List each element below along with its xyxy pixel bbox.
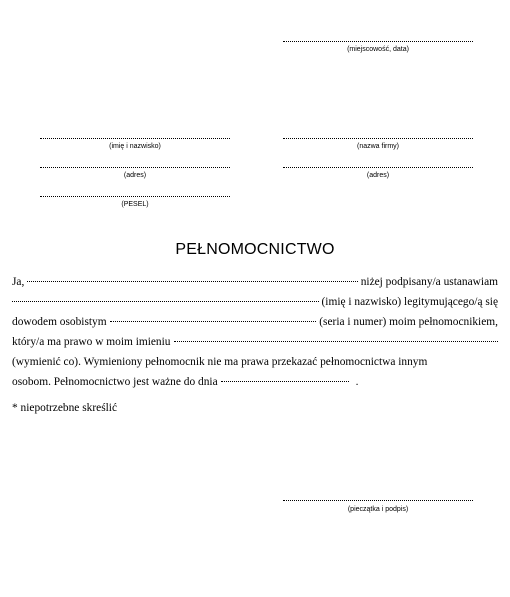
person-address-caption: (adres) bbox=[123, 172, 147, 179]
id-number-blank bbox=[110, 321, 317, 322]
body-text: (imię i nazwisko) legitymującego/ą się bbox=[321, 296, 498, 308]
company-address-line bbox=[283, 167, 473, 168]
grantor-name-blank bbox=[27, 281, 357, 282]
body-text: osobom. Pełnomocnictwo jest ważne do dnia bbox=[12, 376, 218, 388]
company-name-caption: (nazwa firmy) bbox=[356, 143, 399, 150]
body-line-4 bbox=[12, 332, 498, 352]
body-text: niżej podpisany/a ustanawiam bbox=[360, 276, 498, 288]
person-name-caption: (imię i nazwisko) bbox=[109, 143, 161, 150]
signature-caption: (pieczątka i podpis) bbox=[347, 506, 409, 513]
body-text: . bbox=[355, 376, 359, 388]
body-text: (wymienić co). Wymieniony pełnomocnik nie ma prawa przekazać pełnomocnictwa innym bbox=[12, 356, 428, 368]
person-pesel-line bbox=[40, 196, 230, 197]
document-title: PEŁNOMOCNICTWO bbox=[175, 241, 335, 258]
signature-line bbox=[283, 500, 473, 501]
body-text: (seria i numer) moim pełnomocnikiem, bbox=[319, 316, 498, 328]
body-line-1 bbox=[12, 272, 498, 292]
document-body bbox=[12, 272, 498, 392]
body-line-6 bbox=[12, 372, 498, 392]
scope-blank bbox=[174, 341, 499, 342]
attorney-name-blank bbox=[12, 301, 319, 302]
body-text: dowodem osobistym bbox=[12, 316, 107, 328]
body-line-5 bbox=[12, 352, 498, 372]
body-text: który/a ma prawo w moim imieniu bbox=[12, 336, 171, 348]
place-date-line bbox=[283, 41, 473, 42]
body-text: Ja, bbox=[12, 276, 25, 288]
valid-until-blank bbox=[221, 381, 349, 382]
person-address-line bbox=[40, 167, 230, 168]
person-pesel-caption: (PESEL) bbox=[121, 201, 149, 208]
footnote: * niepotrzebne skreślić bbox=[12, 402, 118, 414]
person-name-line bbox=[40, 138, 230, 139]
body-line-2 bbox=[12, 292, 498, 312]
company-address-caption: (adres) bbox=[366, 172, 390, 179]
place-date-caption: (miejscowość, data) bbox=[347, 46, 409, 53]
body-line-3 bbox=[12, 312, 498, 332]
company-name-line bbox=[283, 138, 473, 139]
